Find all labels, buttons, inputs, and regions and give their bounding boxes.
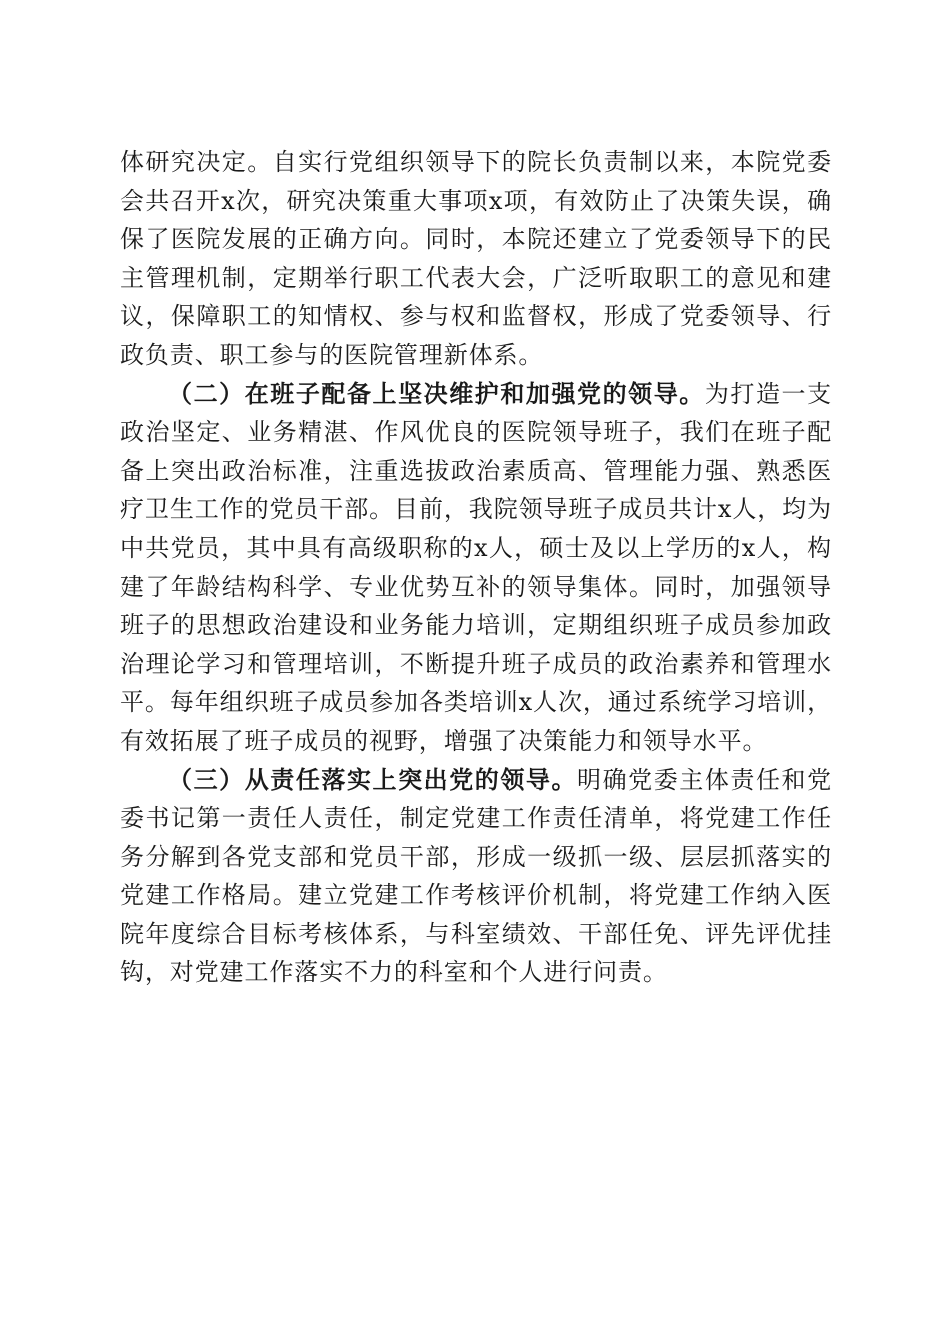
paragraph-section-3: [120, 761, 832, 993]
paragraph-continuation: [120, 143, 832, 375]
section-heading: （三）从责任落实上突出党的领导。: [168, 764, 578, 794]
document-body: [120, 143, 832, 992]
paragraph-text: 体研究决定。自实行党组织领导下的院长负责制以来，本院党委会共召开x次，研究决策重大事项x项，有效防止了决策失误，确保了医院发展的正确方向。同时，本院还建立了党委领导下的民主管理机制，定期举行职工代表大会，广泛听取职工的意见和建议，保障职工的知情权、参与权和监督权，形成了党委领导、行政负责、职工参与的医院管理新体系。: [120, 148, 832, 369]
section-heading: （二）在班子配备上坚决维护和加强党的领导。: [168, 378, 705, 408]
paragraph-section-2: [120, 375, 832, 761]
paragraph-text: 为打造一支政治坚定、业务精湛、作风优良的医院领导班子，我们在班子配备上突出政治标准，注重选拔政治素质高、管理能力强、熟悉医疗卫生工作的党员干部。目前，我院领导班子成员共计x人，均为中共党员，其中具有高级职称的x人，硕士及以上学历的x人，构建了年龄结构科学、专业优势互补的领导集体。同时，加强领导班子的思想政治建设和业务能力培训，定期组织班子成员参加政治理论学习和管理培训，不断提升班子成员的政治素养和管理水平。每年组织班子成员参加各类培训x人次，通过系统学习培训，有效拓展了班子成员的视野，增强了决策能力和领导水平。: [120, 379, 832, 755]
paragraph-text: 明确党委主体责任和党委书记第一责任人责任，制定党建工作责任清单，将党建工作任务分解到各党支部和党员干部，形成一级抓一级、层层抓落实的党建工作格局。建立党建工作考核评价机制，将党建工作纳入医院年度综合目标考核体系，与科室绩效、干部任免、评先评优挂钩，对党建工作落实不力的科室和个人进行问责。: [120, 765, 833, 987]
